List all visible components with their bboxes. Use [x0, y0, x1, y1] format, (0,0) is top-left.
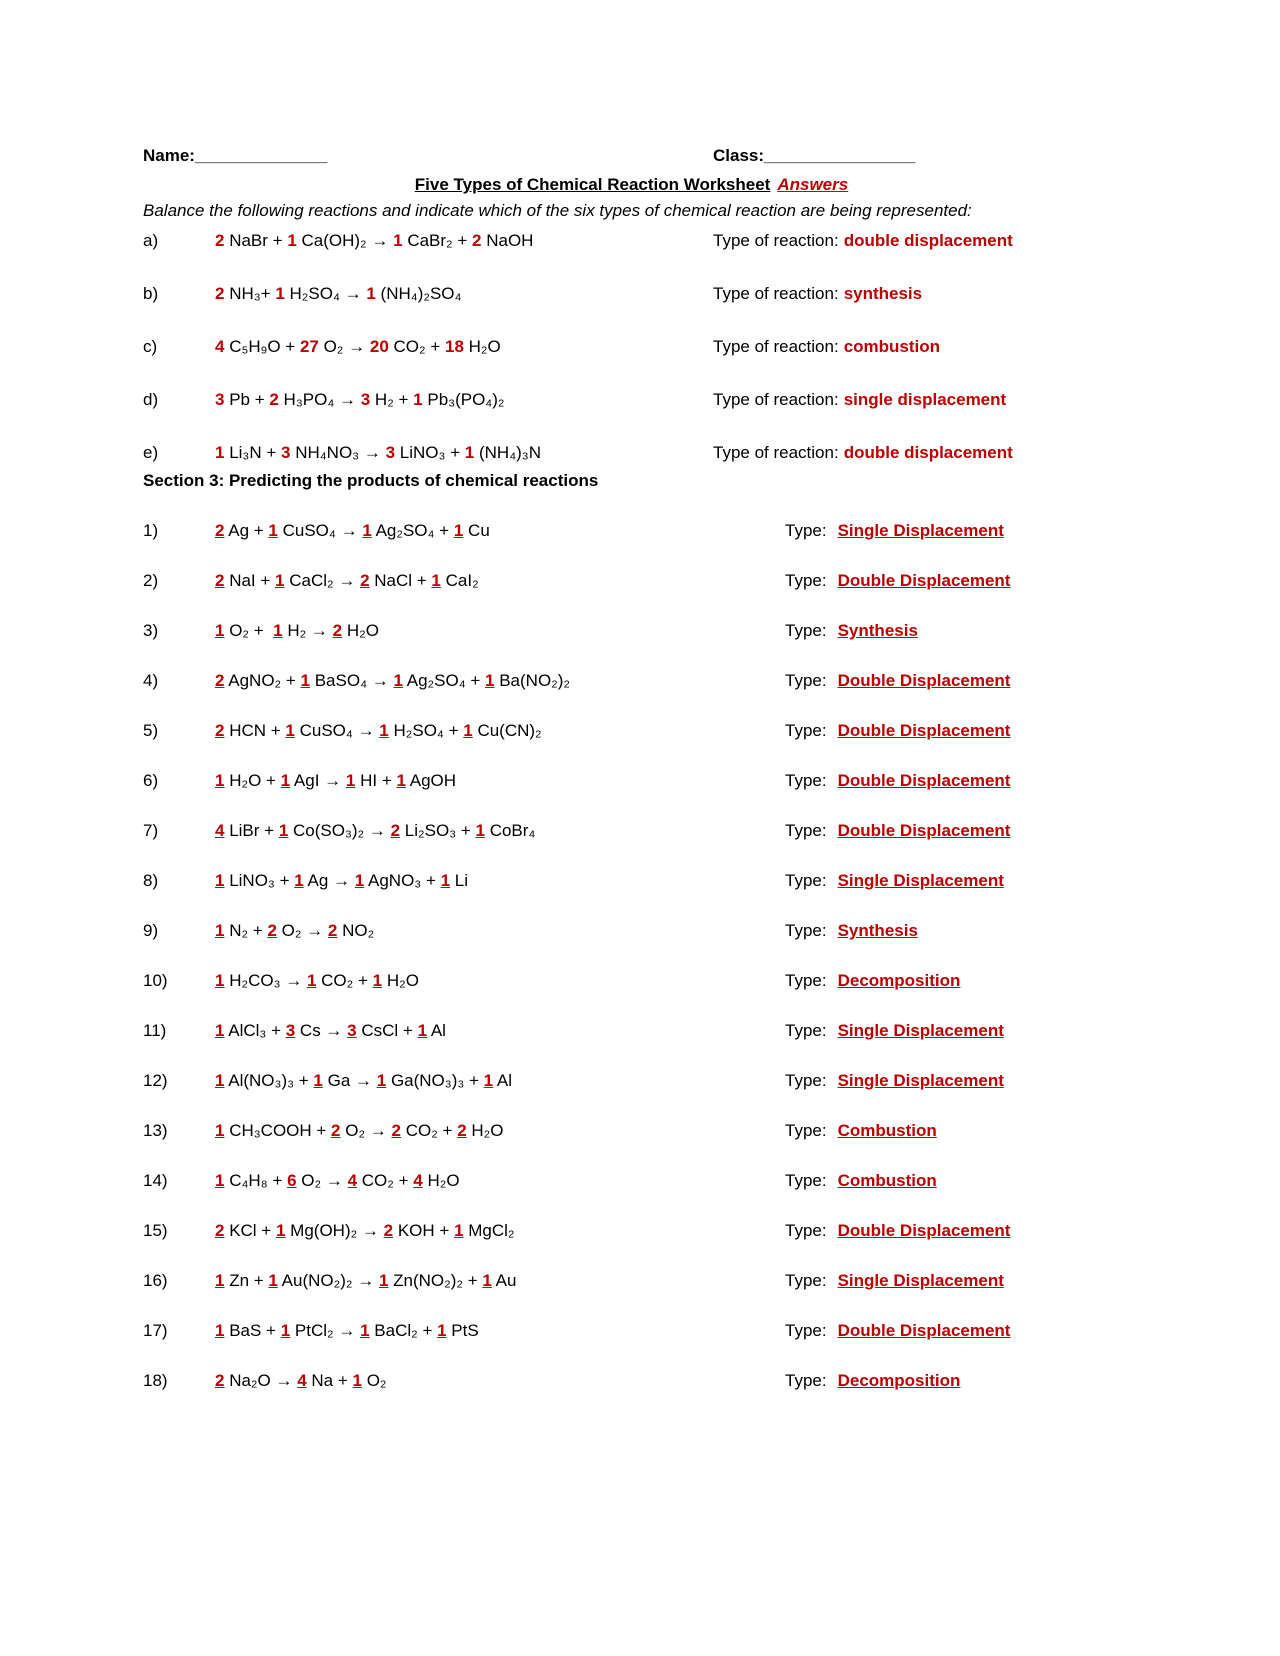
type-column [785, 1018, 1120, 1044]
coefficient: 1 [464, 443, 475, 462]
coefficient: 1 [275, 571, 285, 590]
coefficient: 1 [275, 1221, 286, 1240]
type-column [713, 440, 1120, 466]
coefficient: 1 [437, 1321, 447, 1340]
type-answer: Decomposition [837, 1371, 961, 1390]
reaction-arrow-icon: → [350, 1071, 377, 1090]
reaction-row-numbered [143, 518, 1120, 544]
type-column [713, 334, 1120, 360]
name-label: Name: [143, 146, 195, 165]
coefficient: 1 [463, 721, 473, 740]
coefficient: 4 [215, 821, 225, 840]
coefficient: 2 [215, 721, 225, 740]
equation: 1 O₂ + 1 H₂ → 2 H₂O [215, 621, 379, 640]
coefficient: 1 [354, 871, 365, 890]
item-label: 16) [143, 1271, 168, 1290]
coefficient: 4 [413, 1171, 423, 1190]
type-column [785, 1068, 1120, 1094]
type-label: Type: [785, 1271, 827, 1290]
item-label: 10) [143, 971, 168, 990]
item-label: 8) [143, 871, 159, 890]
reaction-arrow-icon: → [343, 337, 370, 356]
coefficient: 1 [215, 1121, 225, 1140]
coefficient: 2 [215, 231, 225, 250]
type-label: Type of reaction: [713, 390, 839, 409]
reaction-arrow-icon: → [320, 1021, 348, 1040]
coefficient: 1 [306, 971, 317, 990]
reaction-row-numbered [143, 1268, 1120, 1294]
coefficient: 1 [413, 390, 423, 409]
type-answer: Synthesis [837, 921, 918, 940]
reaction-arrow-icon: → [301, 921, 328, 940]
type-label: Type of reaction: [713, 231, 839, 250]
type-answer: Single Displacement [837, 871, 1004, 890]
coefficient: 1 [475, 821, 485, 840]
coefficient: 1 [280, 771, 291, 790]
coefficient: 1 [379, 721, 389, 740]
coefficient: 1 [483, 1071, 494, 1090]
coefficient: 1 [294, 871, 304, 890]
coefficient: 1 [431, 571, 441, 590]
worksheet-title-text: Five Types of Chemical Reaction Worksheet [414, 175, 771, 194]
reaction-row-lettered [143, 440, 1120, 466]
coefficient: 1 [275, 284, 285, 303]
coefficient: 2 [215, 1221, 225, 1240]
type-label: Type: [785, 571, 827, 590]
equation: 2 HCN + 1 CuSO₄ → 1 H₂SO₄ + 1 Cu(CN)₂ [215, 721, 542, 740]
equation: 1 Zn + 1 Au(NO₂)₂ → 1 Zn(NO₂)₂ + 1 Au [215, 1271, 517, 1290]
numbered-reactions-list [143, 518, 1120, 1394]
type-answer: combustion [843, 337, 941, 356]
equation: 1 Al(NO₃)₃ + 1 Ga → 1 Ga(NO₃)₃ + 1 Al [215, 1071, 513, 1090]
coefficient: 2 [360, 571, 370, 590]
type-label: Type of reaction: [713, 443, 839, 462]
reaction-row-numbered [143, 1118, 1120, 1144]
coefficient: 1 [285, 721, 295, 740]
type-label: Type: [785, 1371, 827, 1390]
type-label: Type: [785, 521, 827, 540]
coefficient: 3 [360, 390, 371, 409]
type-answer: synthesis [843, 284, 923, 303]
equation: 2 AgNO₂ + 1 BaSO₄ → 1 Ag₂SO₄ + 1 Ba(NO₂)₂ [215, 671, 571, 690]
type-answer: Combustion [837, 1121, 937, 1140]
item-label: 12) [143, 1071, 168, 1090]
coefficient: 1 [300, 671, 310, 690]
coefficient: 1 [366, 284, 376, 303]
type-answer: Single Displacement [837, 1271, 1004, 1290]
coefficient: 1 [215, 621, 225, 640]
type-label: Type: [785, 1121, 827, 1140]
type-label: Type: [785, 921, 827, 940]
reaction-arrow-icon: → [333, 571, 361, 590]
type-column [785, 1368, 1120, 1394]
coefficient: 1 [287, 231, 297, 250]
type-label: Type of reaction: [713, 284, 839, 303]
coefficient: 1 [393, 231, 403, 250]
item-label: 1) [143, 521, 159, 540]
coefficient: 1 [278, 821, 289, 840]
type-answer: Double Displacement [837, 671, 1011, 690]
class-field [713, 146, 915, 166]
coefficient: 3 [385, 443, 396, 462]
item-label: 9) [143, 921, 159, 940]
type-column [785, 1218, 1120, 1244]
type-label: Type: [785, 1171, 827, 1190]
type-label: Type: [785, 721, 827, 740]
worksheet-title [143, 175, 1120, 195]
reaction-row-lettered [143, 228, 1120, 254]
reaction-arrow-icon: → [366, 231, 394, 250]
coefficient: 1 [215, 921, 225, 940]
type-column [785, 1118, 1120, 1144]
coefficient: 3 [285, 1021, 296, 1040]
equation: 1 Li₃N + 3 NH₄NO₃ → 3 LiNO₃ + 1 (NH₄)₃N [215, 443, 542, 462]
reaction-arrow-icon: → [270, 1371, 298, 1390]
coefficient: 2 [267, 921, 277, 940]
coefficient: 1 [485, 671, 495, 690]
reaction-arrow-icon: → [357, 1221, 384, 1240]
type-column [785, 1268, 1120, 1294]
type-answer: double displacement [843, 231, 1013, 250]
coefficient: 1 [215, 1021, 225, 1040]
item-label: 14) [143, 1171, 168, 1190]
reaction-arrow-icon: → [352, 1271, 379, 1290]
type-label: Type: [785, 1321, 827, 1340]
reaction-row-numbered [143, 1068, 1120, 1094]
type-label: Type: [785, 621, 827, 640]
coefficient: 1 [440, 871, 451, 890]
coefficient: 2 [391, 1121, 401, 1140]
coefficient: 1 [280, 1321, 291, 1340]
type-column [785, 618, 1120, 644]
type-answer: Double Displacement [837, 721, 1011, 740]
reaction-arrow-icon: → [319, 771, 346, 790]
type-label: Type: [785, 1221, 827, 1240]
coefficient: 18 [444, 337, 464, 356]
coefficient: 1 [393, 671, 403, 690]
coefficient: 2 [215, 284, 225, 303]
reaction-row-numbered [143, 868, 1120, 894]
coefficient: 1 [215, 771, 225, 790]
lettered-reactions-list [143, 228, 1120, 466]
item-label: 4) [143, 671, 159, 690]
reaction-arrow-icon: → [335, 521, 363, 540]
coefficient: 2 [331, 1121, 341, 1140]
instructions-text: Balance the following reactions and indicate which of the six types of chemical reaction are being represented: [143, 201, 972, 220]
coefficient: 27 [299, 337, 319, 356]
coefficient: 1 [362, 521, 372, 540]
reaction-row-numbered [143, 568, 1120, 594]
coefficient: 1 [396, 771, 406, 790]
coefficient: 1 [345, 771, 356, 790]
coefficient: 1 [352, 1371, 362, 1390]
reaction-row-lettered [143, 281, 1120, 307]
type-answer: single displacement [843, 390, 1007, 409]
coefficient: 1 [273, 621, 283, 640]
reaction-arrow-icon: → [352, 721, 380, 740]
reaction-arrow-icon: → [359, 443, 386, 462]
equation: 3 Pb + 2 H₃PO₄ → 3 H₂ + 1 Pb₃(PO₄)₂ [215, 390, 505, 409]
coefficient: 1 [215, 443, 225, 462]
item-label: 13) [143, 1121, 168, 1140]
reaction-row-numbered [143, 668, 1120, 694]
equation: 4 C₅H₉O + 27 O₂ → 20 CO₂ + 18 H₂O [215, 337, 501, 356]
coefficient: 2 [215, 671, 225, 690]
equation: 1 LiNO₃ + 1 Ag → 1 AgNO₃ + 1 Li [215, 871, 469, 890]
coefficient: 1 [215, 1171, 225, 1190]
reaction-row-numbered [143, 918, 1120, 944]
equation: 1 H₂O + 1 AgI → 1 HI + 1 AgOH [215, 771, 457, 790]
equation: 4 LiBr + 1 Co(SO₃)₂ → 2 Li₂SO₃ + 1 CoBr₄ [215, 821, 536, 840]
coefficient: 1 [268, 1271, 278, 1290]
item-label: e) [143, 443, 159, 462]
item-label: c) [143, 337, 158, 356]
coefficient: 1 [268, 521, 278, 540]
reaction-row-numbered [143, 1018, 1120, 1044]
type-answer: Double Displacement [837, 1321, 1011, 1340]
reaction-arrow-icon: → [321, 1171, 348, 1190]
coefficient: 6 [287, 1171, 297, 1190]
equation: 1 C₄H₈ + 6 O₂ → 4 CO₂ + 4 H₂O [215, 1171, 460, 1190]
equation: 2 NH₃+ 1 H₂SO₄ → 1 (NH₄)₂SO₄ [215, 284, 462, 303]
equation: 2 NaBr + 1 Ca(OH)₂ → 1 CaBr₂ + 2 NaOH [215, 231, 534, 250]
item-label: b) [143, 284, 159, 303]
reaction-row-numbered [143, 968, 1120, 994]
reaction-row-numbered [143, 1368, 1120, 1394]
item-label: 17) [143, 1321, 168, 1340]
equation: 2 Ag + 1 CuSO₄ → 1 Ag₂SO₄ + 1 Cu [215, 521, 490, 540]
header-row [143, 146, 1120, 173]
reaction-row-numbered [143, 618, 1120, 644]
equation: 2 NaI + 1 CaCl₂ → 2 NaCl + 1 CaI₂ [215, 571, 479, 590]
type-answer: Double Displacement [837, 571, 1011, 590]
equation: 1 AlCl₃ + 3 Cs → 3 CsCl + 1 Al [215, 1021, 446, 1040]
equation: 1 H₂CO₃ → 1 CO₂ + 1 H₂O [215, 971, 419, 990]
equation: 1 BaS + 1 PtCl₂ → 1 BaCl₂ + 1 PtS [215, 1321, 479, 1340]
coefficient: 1 [372, 971, 383, 990]
name-field [143, 146, 327, 165]
reaction-row-numbered [143, 718, 1120, 744]
type-answer: Decomposition [837, 971, 961, 990]
equation: 2 KCl + 1 Mg(OH)₂ → 2 KOH + 1 MgCl₂ [215, 1221, 515, 1240]
coefficient: 2 [215, 521, 225, 540]
coefficient: 1 [215, 971, 225, 990]
type-column [785, 918, 1120, 944]
type-column [713, 228, 1120, 254]
reaction-row-numbered [143, 1168, 1120, 1194]
type-column [785, 1168, 1120, 1194]
coefficient: 2 [390, 821, 401, 840]
type-answer: Single Displacement [837, 1071, 1004, 1090]
item-label: 5) [143, 721, 159, 740]
type-answer: Double Displacement [837, 821, 1011, 840]
type-label: Type: [785, 771, 827, 790]
type-column [785, 718, 1120, 744]
coefficient: 4 [297, 1371, 307, 1390]
type-answer: Double Displacement [837, 1221, 1011, 1240]
reaction-arrow-icon: → [280, 971, 307, 990]
reaction-row-numbered [143, 1318, 1120, 1344]
type-label: Type: [785, 971, 827, 990]
item-label: 6) [143, 771, 159, 790]
coefficient: 1 [454, 1221, 464, 1240]
coefficient: 2 [383, 1221, 394, 1240]
name-blank-line: ______________ [194, 146, 328, 165]
reaction-arrow-icon: → [364, 821, 391, 840]
coefficient: 1 [417, 1021, 428, 1040]
reaction-arrow-icon: → [367, 671, 394, 690]
coefficient: 1 [215, 1271, 225, 1290]
reaction-arrow-icon: → [339, 284, 367, 303]
equation: 1 N₂ + 2 O₂ → 2 NO₂ [215, 921, 375, 940]
item-label: 11) [143, 1021, 167, 1040]
equation: 2 Na₂O → 4 Na + 1 O₂ [215, 1371, 387, 1390]
type-column [713, 281, 1120, 307]
coefficient: 1 [215, 1071, 225, 1090]
reaction-row-lettered [143, 334, 1120, 360]
coefficient: 3 [281, 443, 291, 462]
item-label: d) [143, 390, 159, 409]
coefficient: 2 [457, 1121, 467, 1140]
coefficient: 1 [376, 1071, 387, 1090]
coefficient: 20 [369, 337, 389, 356]
type-label: Type: [785, 871, 827, 890]
coefficient: 1 [453, 521, 464, 540]
type-answer: Double Displacement [837, 771, 1011, 790]
type-column [785, 868, 1120, 894]
item-label: a) [143, 231, 159, 250]
type-answer: Combustion [837, 1171, 937, 1190]
worksheet-title-answers: Answers [777, 175, 849, 194]
type-column [785, 818, 1120, 844]
item-label: 7) [143, 821, 159, 840]
equation: 1 CH₃COOH + 2 O₂ → 2 CO₂ + 2 H₂O [215, 1121, 504, 1140]
coefficient: 2 [327, 921, 338, 940]
coefficient: 1 [215, 871, 225, 890]
coefficient: 2 [215, 1371, 225, 1390]
reaction-row-numbered [143, 768, 1120, 794]
type-answer: Single Displacement [837, 521, 1004, 540]
item-label: 2) [143, 571, 159, 590]
coefficient: 1 [313, 1071, 323, 1090]
reaction-row-lettered [143, 387, 1120, 413]
coefficient: 1 [378, 1271, 389, 1290]
type-label: Type: [785, 1021, 827, 1040]
coefficient: 3 [215, 390, 225, 409]
item-label: 18) [143, 1371, 168, 1390]
type-column [785, 518, 1120, 544]
type-column [785, 768, 1120, 794]
item-label: 3) [143, 621, 159, 640]
coefficient: 1 [482, 1271, 492, 1290]
coefficient: 3 [347, 1021, 357, 1040]
type-label: Type: [785, 671, 827, 690]
reaction-arrow-icon: → [334, 390, 361, 409]
reaction-arrow-icon: → [306, 621, 333, 640]
type-label: Type: [785, 1071, 827, 1090]
section3-heading: Section 3: Predicting the products of chemical reactions [143, 471, 599, 490]
item-label: 15) [143, 1221, 168, 1240]
coefficient: 1 [215, 1321, 225, 1340]
type-label: Type: [785, 821, 827, 840]
type-answer: double displacement [843, 443, 1013, 462]
type-label: Type of reaction: [713, 337, 839, 356]
type-answer: Single Displacement [837, 1021, 1004, 1040]
coefficient: 1 [360, 1321, 370, 1340]
coefficient: 2 [215, 571, 225, 590]
coefficient: 2 [269, 390, 279, 409]
type-answer: Synthesis [837, 621, 918, 640]
type-column [785, 568, 1120, 594]
class-label: Class: [713, 146, 765, 165]
type-column [713, 387, 1120, 413]
coefficient: 2 [472, 231, 482, 250]
coefficient: 4 [347, 1171, 358, 1190]
reaction-row-numbered [143, 1218, 1120, 1244]
type-column [785, 668, 1120, 694]
coefficient: 2 [332, 621, 343, 640]
reaction-arrow-icon: → [333, 1321, 361, 1340]
coefficient: 4 [215, 337, 225, 356]
type-column [785, 1318, 1120, 1344]
reaction-arrow-icon: → [365, 1121, 392, 1140]
reaction-arrow-icon: → [328, 871, 355, 890]
type-column [785, 968, 1120, 994]
reaction-row-numbered [143, 818, 1120, 844]
class-blank-line: ________________ [764, 146, 916, 165]
